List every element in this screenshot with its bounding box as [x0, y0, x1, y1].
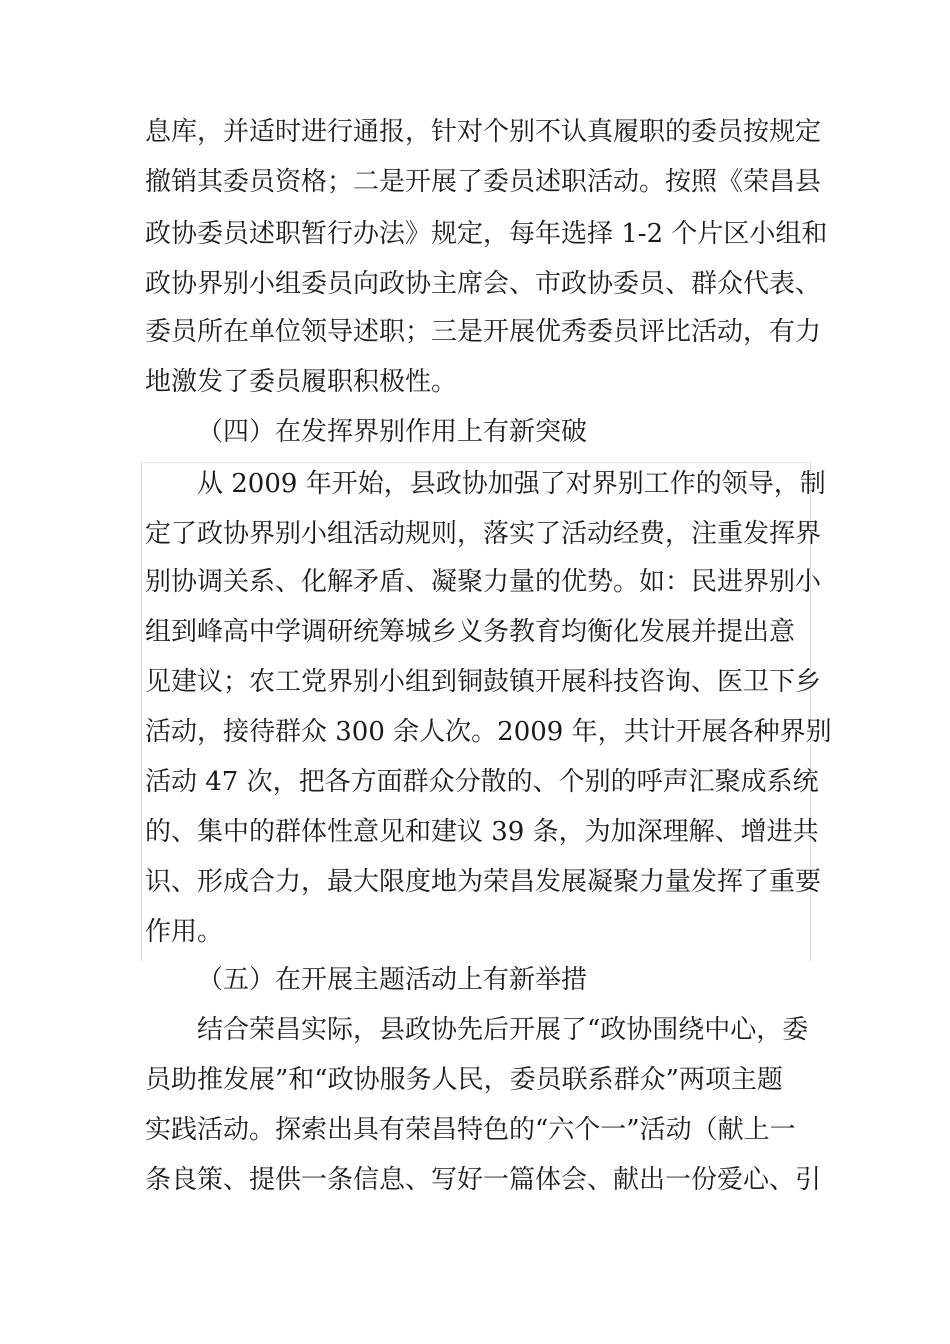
- paragraph-line: 活动 47 次，把各方面群众分散的、个别的呼声汇聚成系统: [145, 767, 819, 797]
- paragraph-line: 政协委员述职暂行办法》规定，每年选择 1-2 个片区小组和: [145, 219, 828, 249]
- section-heading: （四）在发挥界别作用上有新突破: [197, 417, 588, 447]
- paragraph-line: 地激发了委员履职积极性。: [145, 367, 458, 397]
- paragraph-line: 别协调关系、化解矛盾、凝聚力量的优势。如：民进界别小: [145, 567, 822, 597]
- paragraph-line: 条良策、提供一条信息、写好一篇体会、献出一份爱心、引: [145, 1165, 822, 1195]
- paragraph-line: 组到峰高中学调研统筹城乡义务教育均衡化发展并提出意: [145, 617, 796, 647]
- paragraph-line: 结合荣昌实际，县政协先后开展了“政协围绕中心，委: [197, 1015, 809, 1045]
- paragraph-line: 撤销其委员资格；二是开展了委员述职活动。按照《荣昌县: [145, 167, 822, 197]
- section-heading: （五）在开展主题活动上有新举措: [197, 965, 588, 995]
- paragraph-line: 委员所在单位领导述职；三是开展优秀委员评比活动，有力: [145, 317, 822, 347]
- paragraph-line: 实践活动。探索出具有荣昌特色的“六个一”活动（献上一: [145, 1115, 796, 1145]
- paragraph-line: 见建议；农工党界别小组到铜鼓镇开展科技咨询、医卫下乡: [145, 667, 822, 697]
- paragraph-line: 识、形成合力，最大限度地为荣昌发展凝聚力量发挥了重要: [145, 867, 822, 897]
- paragraph-line: 息库，并适时进行通报，针对个别不认真履职的委员按规定: [145, 117, 822, 147]
- paragraph-line: 定了政协界别小组活动规则，落实了活动经费，注重发挥界: [145, 519, 822, 549]
- paragraph-line: 作用。: [145, 917, 224, 947]
- paragraph-line: 从 2009 年开始，县政协加强了对界别工作的领导，制: [197, 469, 826, 499]
- paragraph-line: 政协界别小组委员向政协主席会、市政协委员、群众代表、: [145, 269, 822, 299]
- paragraph-line: 活动，接待群众 300 余人次。2009 年，共计开展各种界别: [145, 717, 832, 747]
- paragraph-line: 员助推发展”和“政协服务人民，委员联系群众”两项主题: [145, 1065, 783, 1095]
- paragraph-line: 的、集中的群体性意见和建议 39 条，为加深理解、增进共: [145, 817, 819, 847]
